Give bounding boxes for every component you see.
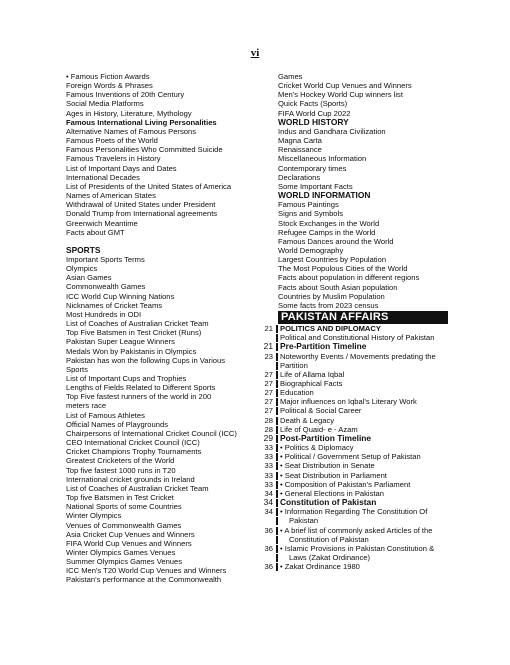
toc-right-top — [278, 72, 448, 310]
toc-entry: Facts about population in different regions — [278, 273, 420, 283]
section-heading — [258, 342, 448, 351]
page-ref-number: 29 — [263, 432, 273, 443]
toc-entry — [258, 507, 448, 516]
toc-entry — [258, 443, 448, 452]
toc-entry: meters race — [66, 401, 107, 411]
page-ref-number: 36 — [264, 543, 273, 553]
toc-entry: Renaissance — [278, 145, 322, 155]
toc-entry — [258, 471, 448, 480]
toc-entry — [258, 324, 448, 333]
toc-entry: Commonwealth Games — [66, 282, 146, 292]
vertical-rule — [276, 545, 278, 553]
toc-entry — [258, 406, 448, 415]
toc-entry: Winter Olympics — [66, 511, 122, 521]
toc-entry — [258, 361, 448, 370]
toc-entry: Contemporary times — [278, 163, 347, 173]
toc-entry — [258, 562, 448, 571]
toc-entry-text: • A brief list of commonly asked Articles of the — [280, 525, 433, 535]
toc-entry: Men's Hockey World Cup winners list — [278, 90, 403, 100]
toc-entry: Official Names of Playgrounds — [66, 419, 169, 429]
section-heading — [258, 434, 448, 443]
toc-entry: Names of American States — [66, 191, 156, 201]
toc-entry — [258, 516, 448, 525]
vertical-rule — [276, 508, 278, 516]
toc-entry-text: POLITICS AND DIPLOMACY — [280, 324, 381, 334]
toc-entry-text: Constitution of Pakistan — [280, 497, 377, 508]
toc-entry-text: Biographical Facts — [280, 379, 343, 388]
toc-entry: CEO International Cricket Council (ICC) — [66, 438, 200, 448]
toc-entry: FIFA World Cup 2022 — [278, 108, 351, 118]
vertical-rule — [276, 444, 278, 452]
toc-entry: Pakistan has won the following Cups in Various — [66, 355, 225, 365]
toc-entry-text: Life of Allama Iqbal — [280, 369, 345, 379]
toc-entry: Foreign Words & Phrases — [66, 81, 153, 91]
toc-entry: Countries by Muslim Population — [278, 291, 385, 301]
toc-entry: International Decades — [66, 172, 140, 182]
toc-entry: List of Coaches of Australian Cricket Team — [66, 319, 209, 329]
toc-entry: List of Important Days and Dates — [66, 163, 177, 173]
toc-entry: Famous Travelers in History — [66, 154, 161, 164]
toc-entry-text: • General Elections in Pakistan — [280, 488, 384, 498]
toc-entry-text: Life of Quaid- e - Azam — [280, 424, 358, 434]
section-heading: WORLD HISTORY — [278, 116, 349, 127]
section-heading: WORLD INFORMATION — [278, 190, 371, 201]
toc-entry: National Sports of some Countries — [66, 502, 182, 512]
page-ref-number: 34 — [263, 497, 273, 508]
toc-entry — [258, 388, 448, 397]
vertical-rule — [276, 353, 278, 361]
toc-entry: Games — [278, 72, 303, 81]
page-ref-number: 27 — [264, 388, 273, 398]
toc-entry-text: Pakistan — [289, 516, 319, 526]
page-ref-number: 27 — [264, 397, 273, 407]
toc-entry-text: Political and Constitutional History of Pakistan — [280, 333, 435, 343]
page-ref-number: 36 — [264, 525, 273, 535]
toc-entry — [258, 416, 448, 425]
vertical-rule — [276, 380, 278, 388]
page-ref-number: 33 — [264, 461, 273, 471]
toc-entry-text: Laws (Zakat Ordinance) — [289, 552, 371, 562]
toc-entry-text: • Political / Government Setup of Pakistan — [280, 452, 421, 462]
vertical-rule — [276, 554, 278, 562]
toc-entry-text: • Islamic Provisions in Pakistan Constitution & — [280, 543, 435, 553]
toc-entry: Declarations — [278, 172, 321, 182]
toc-entry — [258, 535, 448, 544]
toc-entry-text: Partition — [280, 360, 308, 370]
toc-entry — [258, 526, 448, 535]
page-ref-number: 21 — [264, 324, 273, 334]
vertical-rule — [276, 389, 278, 397]
toc-entry: Pakistan Super League Winners — [66, 337, 175, 347]
toc-entry: Winter Olympics Games Venues — [66, 547, 176, 557]
vertical-rule — [276, 453, 278, 461]
page-ref-number: 33 — [264, 452, 273, 462]
toc-entry: Social Media Platforms — [66, 99, 144, 109]
toc-entry: ICC World Cup Winning Nations — [66, 291, 175, 301]
vertical-rule — [276, 343, 278, 351]
page-number: vi — [250, 47, 260, 59]
section-heading — [258, 498, 448, 507]
vertical-rule — [276, 490, 278, 498]
toc-entry: Asian Games — [66, 273, 112, 283]
toc-entry: List of Important Cups and Trophies — [66, 374, 187, 383]
page-ref-number: 34 — [264, 488, 273, 498]
toc-entry: List of Coaches of Australian Cricket Team — [66, 483, 209, 493]
toc-entry: Top Five Batsmen in Test Cricket (Runs) — [66, 328, 202, 338]
vertical-rule — [276, 362, 278, 370]
toc-entry: FIFA World Cup Venues and Winners — [66, 538, 192, 548]
toc-entry: Sports — [66, 364, 88, 374]
toc-entry: List of Famous Athletes — [66, 410, 145, 420]
page-ref-number: 36 — [264, 562, 273, 572]
page-ref-number: 27 — [264, 369, 273, 379]
toc-entry-text: Pre-Partition Timeline — [280, 341, 367, 352]
vertical-rule — [276, 426, 278, 434]
vertical-rule — [276, 417, 278, 425]
page-ref-number: 34 — [264, 507, 273, 517]
toc-entry-text: Post-Partition Timeline — [280, 432, 372, 443]
toc-entry: Nicknames of Cricket Teams — [66, 300, 163, 310]
toc-entry: Magna Carta — [278, 136, 322, 146]
toc-entry: Famous Inventions of 20th Century — [66, 90, 185, 100]
toc-entry-text: • Politics & Diplomacy — [280, 443, 354, 453]
vertical-rule — [276, 407, 278, 415]
toc-entry: Signs and Symbols — [278, 209, 344, 219]
page-ref-number: 27 — [264, 379, 273, 388]
vertical-rule — [276, 462, 278, 470]
toc-entry-text: • Composition of Pakistan's Parliament — [280, 479, 411, 489]
toc-entry: Chairpersons of International Cricket Council (ICC) — [66, 428, 237, 438]
toc-entry — [258, 461, 448, 470]
toc-entry: Withdrawal of United States under President — [66, 200, 216, 210]
toc-entry-text: • Zakat Ordinance 1980 — [280, 562, 360, 572]
toc-entry: Greatest Cricketers of the World — [66, 456, 175, 466]
toc-entry: Asia Cricket Cup Venues and Winners — [66, 529, 195, 539]
vertical-rule — [276, 563, 278, 571]
section-heading: SPORTS — [66, 244, 101, 255]
toc-entry: Miscellaneous Information — [278, 154, 367, 164]
toc-entry: Top five Batsmen in Test Cricket — [66, 493, 174, 503]
toc-entry-text: • Seat Distribution in Parliament — [280, 470, 387, 480]
toc-entry: Lengths of Fields Related to Different Sports — [66, 383, 216, 393]
toc-entry: Donald Trump from International agreements — [66, 209, 218, 219]
vertical-rule — [276, 481, 278, 489]
toc-left-column — [66, 72, 276, 585]
toc-entry: Important Sports Terms — [66, 254, 145, 264]
toc-entry: Top five fastest 1000 runs in T20 — [66, 465, 176, 475]
vertical-rule — [276, 472, 278, 480]
toc-entry: Famous Dances around the World — [278, 236, 394, 246]
page-ref-number: 28 — [264, 415, 273, 425]
toc-entry: Venues of Commonwealth Games — [66, 520, 182, 530]
toc-entry: Alternative Names of Famous Persons — [66, 126, 196, 136]
pakistan-affairs-heading: PAKISTAN AFFAIRS — [278, 311, 448, 324]
toc-entry: Indus and Gandhara Civilization — [278, 126, 386, 136]
vertical-rule — [276, 334, 278, 342]
page-ref-number: 28 — [264, 424, 273, 434]
toc-entry — [258, 553, 448, 562]
toc-entry: International cricket grounds in Ireland — [66, 474, 195, 484]
toc-entry-text: • Seat Distribution in Senate — [280, 461, 375, 471]
toc-entry-text: Education — [280, 388, 314, 398]
toc-entry: Greenwich Meantime — [66, 218, 138, 228]
page-ref-number: 23 — [264, 351, 273, 361]
toc-entry: Pakistan's performance at the Commonwealth — [66, 575, 222, 585]
toc-entry — [258, 352, 448, 361]
page-ref-number: 27 — [264, 406, 273, 416]
toc-entry — [258, 544, 448, 553]
vertical-rule — [276, 435, 278, 443]
toc-entry: Ages in History, Literature, Mythology — [66, 108, 192, 118]
vertical-rule — [276, 527, 278, 535]
toc-entry: The Most Populous Cities of the World — [278, 264, 408, 274]
toc-entry: Famous Paintings — [278, 200, 339, 210]
page-ref-number: 33 — [264, 443, 273, 453]
toc-entry: Most Hundreds in ODI — [66, 309, 142, 319]
vertical-rule — [276, 517, 278, 525]
toc-entry: Famous Personalities Who Committed Suicide — [66, 145, 223, 155]
toc-entry: Largest Countries by Population — [278, 255, 387, 265]
toc-entry: Facts about South Asian population — [278, 282, 398, 292]
toc-entry: Top Five fastest runners of the world in 200 — [66, 392, 212, 402]
toc-right-column — [263, 72, 448, 572]
page-ref-number: 33 — [264, 479, 273, 489]
toc-entry: Facts about GMT — [66, 227, 125, 237]
toc-entry: Cricket Champions Trophy Tournaments — [66, 447, 202, 457]
toc-entry — [258, 370, 448, 379]
toc-entry: ICC Men's T20 World Cup Venues and Winners — [66, 566, 227, 576]
toc-entry-text: • Information Regarding The Constitution Of — [280, 507, 428, 517]
toc-pakistan-affairs — [263, 324, 448, 572]
vertical-rule — [276, 371, 278, 379]
toc-entry: Cricket World Cup Venues and Winners — [278, 81, 412, 91]
toc-entry — [258, 379, 448, 388]
toc-entry-text: Death & Legacy — [280, 415, 335, 425]
toc-entry: List of Presidents of the United States of America — [66, 181, 232, 191]
page-ref-number: 33 — [264, 470, 273, 480]
toc-entry: Some facts from 2023 census — [278, 300, 379, 310]
page-ref-number: 21 — [263, 341, 273, 352]
toc-entry: Famous International Living Personalities — [66, 117, 217, 127]
toc-entry: Famous Poets of the World — [66, 136, 158, 146]
toc-entry — [258, 480, 448, 489]
toc-entry: Medals Won by Pakistanis in Olympics — [66, 346, 197, 356]
toc-entry: • Famous Fiction Awards — [66, 72, 150, 81]
toc-entry-text: Political & Social Career — [280, 406, 362, 416]
vertical-rule — [276, 499, 278, 507]
toc-entry: Summer Olympics Games Venues — [66, 557, 183, 567]
toc-entry: Some Important Facts — [278, 181, 353, 191]
toc-entry-text: Major influences on Iqbal's Literary Work — [280, 397, 417, 407]
toc-entry-text: Noteworthy Events / Movements predating the — [280, 351, 436, 361]
vertical-rule — [276, 398, 278, 406]
toc-entry: Quick Facts (Sports) — [278, 99, 348, 109]
toc-entry: Refugee Camps in the World — [278, 227, 376, 237]
toc-entry — [258, 452, 448, 461]
vertical-rule — [276, 536, 278, 544]
toc-entry: Stock Exchanges in the World — [278, 218, 380, 228]
toc-entry: Olympics — [66, 264, 98, 274]
toc-entry — [258, 397, 448, 406]
toc-entry: World Demography — [278, 245, 344, 255]
toc-entry-text: Constitution of Pakistan — [289, 534, 369, 544]
vertical-rule — [276, 325, 278, 333]
